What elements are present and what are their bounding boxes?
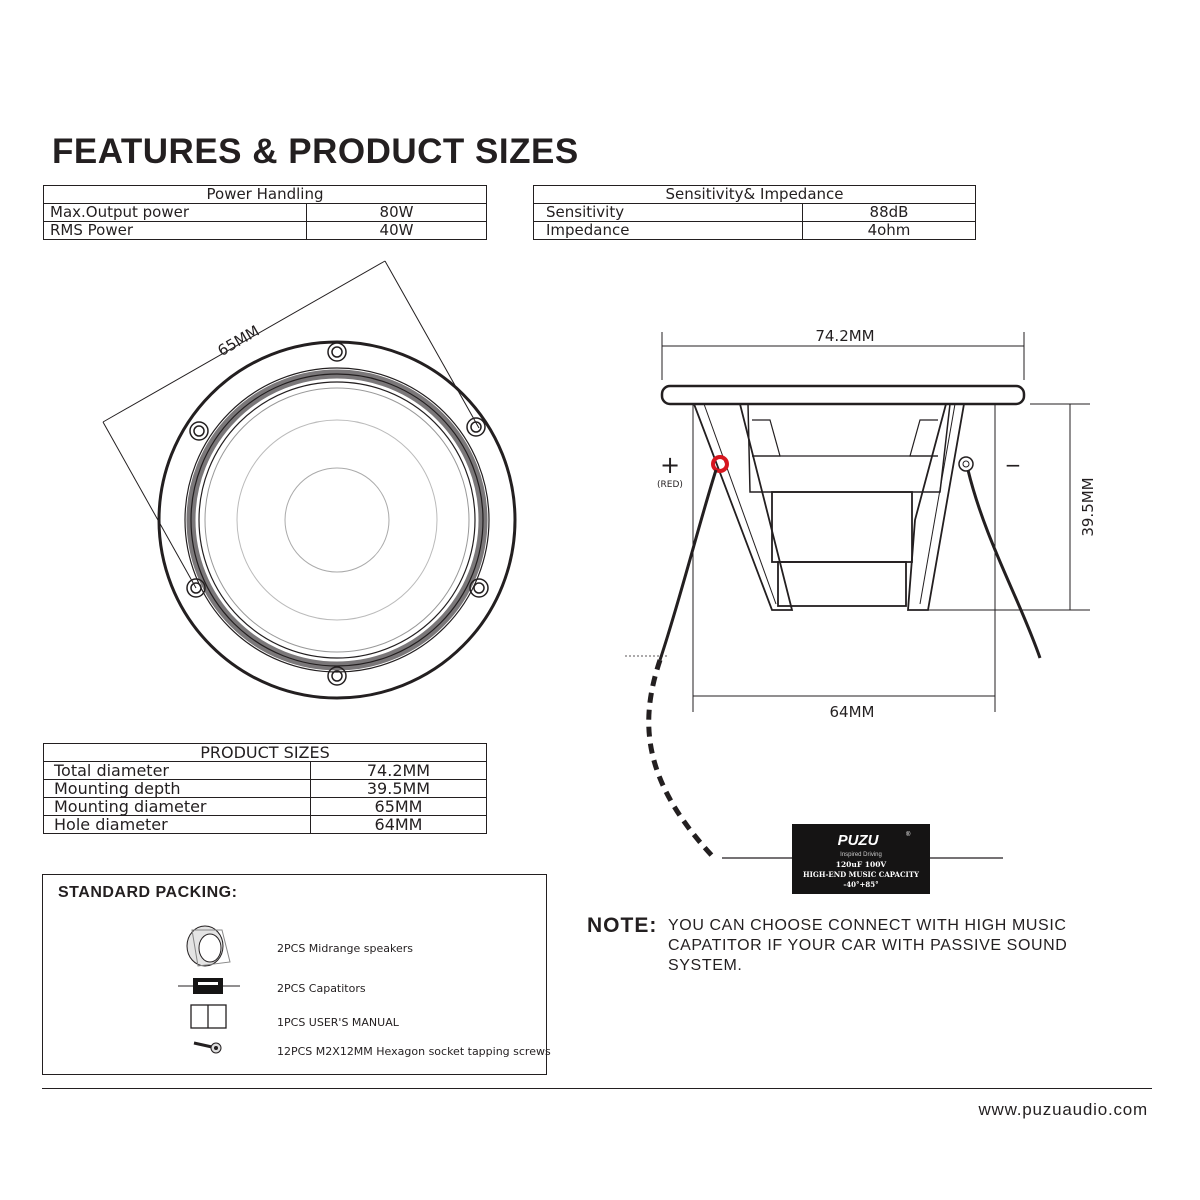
packing-title: STANDARD PACKING: bbox=[58, 884, 238, 901]
negative-terminal-sign: − bbox=[1004, 453, 1022, 477]
table-cell-label: Sensitivity bbox=[534, 204, 803, 222]
packing-item: 2PCS Capatitors bbox=[277, 982, 366, 995]
total-diameter-label: 74.2MM bbox=[815, 327, 875, 345]
capacitor-registered: ® bbox=[906, 832, 911, 838]
table-cell-label: RMS Power bbox=[44, 222, 307, 240]
table-cell-value: 64MM bbox=[311, 816, 487, 834]
capacitor-brand: PUZU bbox=[837, 832, 879, 849]
table-cell-value: 74.2MM bbox=[311, 762, 487, 780]
table-cell-value: 65MM bbox=[311, 798, 487, 816]
capacitor-spec-type: HIGH-END MUSIC CAPACITY bbox=[802, 870, 920, 879]
speaker-side-view bbox=[625, 332, 1090, 860]
hole-diameter-label: 64MM bbox=[829, 703, 875, 721]
power-table-header: Power Handling bbox=[44, 186, 487, 204]
side-dimensions bbox=[659, 332, 1090, 712]
table-cell-label: Mounting depth bbox=[44, 780, 311, 798]
mounting-holes bbox=[187, 343, 488, 685]
positive-terminal-sign: + bbox=[659, 451, 681, 479]
sizes-table-header: PRODUCT SIZES bbox=[44, 744, 487, 762]
table-cell-label: Impedance bbox=[534, 222, 803, 240]
table-cell-label: Max.Output power bbox=[44, 204, 307, 222]
table-cell-value: 80W bbox=[307, 204, 487, 222]
footer-url[interactable]: www.puzuaudio.com bbox=[978, 1100, 1148, 1119]
mounting-depth-label: 39.5MM bbox=[1079, 477, 1097, 537]
capacitor-illustration bbox=[792, 824, 930, 894]
packing-item: 1PCS USER'S MANUAL bbox=[277, 1016, 399, 1029]
capacitor-spec-rating: 120uF 100V bbox=[835, 860, 887, 869]
table-cell-label: Total diameter bbox=[44, 762, 311, 780]
page-title: FEATURES & PRODUCT SIZES bbox=[52, 132, 579, 171]
footer-divider bbox=[42, 1088, 1152, 1089]
capacitor-tagline: Inspired Driving bbox=[840, 852, 882, 858]
note-text: YOU CAN CHOOSE CONNECT WITH HIGH MUSIC CAPATITOR IF YOUR CAR WITH PASSIVE SOUND SYSTEM. bbox=[668, 917, 1068, 974]
packing-item: 12PCS M2X12MM Hexagon socket tapping screws bbox=[277, 1045, 551, 1058]
packing-item: 2PCS Midrange speakers bbox=[277, 942, 414, 955]
table-cell-label: Mounting diameter bbox=[44, 798, 311, 816]
table-cell-value: 88dB bbox=[803, 204, 976, 222]
capacitor-spec-temp: -40°+85° bbox=[843, 880, 879, 889]
positive-terminal-note: (RED) bbox=[657, 480, 683, 490]
mounting-diameter-label: 65MM bbox=[214, 321, 263, 360]
speaker-front-view bbox=[103, 261, 515, 698]
table-cell-label: Hole diameter bbox=[44, 816, 311, 834]
table-cell-value: 4ohm bbox=[803, 222, 976, 240]
table-cell-value: 40W bbox=[307, 222, 487, 240]
sensitivity-table-header: Sensitivity& Impedance bbox=[534, 186, 976, 204]
table-cell-value: 39.5MM bbox=[311, 780, 487, 798]
note-label: NOTE: bbox=[587, 914, 658, 937]
